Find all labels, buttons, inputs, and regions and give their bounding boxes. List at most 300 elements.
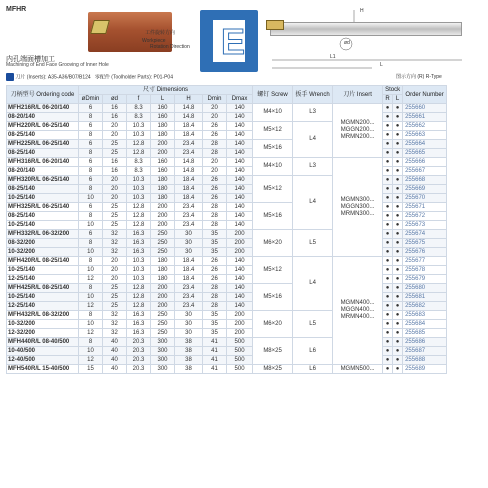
dimension-cell: 30: [175, 239, 203, 248]
ordering-code-cell: MFH440R/L 08-40/500: [7, 338, 79, 347]
stock-r-dot: ●: [383, 293, 393, 302]
dimension-cell: 500: [227, 338, 253, 347]
ordering-code-cell: 10-25/140: [7, 266, 79, 275]
dimension-cell: 18.4: [175, 185, 203, 194]
spec-table: [6, 85, 447, 374]
dimension-cell: 8: [79, 149, 103, 158]
dimension-cell: 200: [151, 212, 175, 221]
dimension-cell: 12.8: [127, 203, 151, 212]
dimension-cell: 6: [79, 122, 103, 131]
screw-cell: M6×20: [253, 311, 293, 338]
dim-l1: L1: [330, 54, 336, 60]
order-number-cell: 255662: [403, 122, 447, 131]
wrench-cell: L3: [293, 104, 333, 122]
dimension-cell: 26: [203, 266, 227, 275]
header-col-dmin: Dmin: [203, 95, 227, 104]
wrench-cell: L5: [293, 311, 333, 338]
stock-l-dot: ●: [393, 320, 403, 329]
dimension-cell: 500: [227, 365, 253, 374]
dimension-cell: 10: [79, 194, 103, 203]
ordering-code-cell: MFH216R/L 06-20/140: [7, 104, 79, 113]
dimension-cell: 12.8: [127, 140, 151, 149]
groove-shape-icon: E: [221, 21, 246, 62]
dimension-cell: 23.4: [175, 284, 203, 293]
dimension-cell: 18.4: [175, 257, 203, 266]
stock-r-dot: ●: [383, 185, 393, 194]
dimension-cell: 10: [79, 320, 103, 329]
dimension-cell: 20: [103, 122, 127, 131]
stock-l-dot: ●: [393, 167, 403, 176]
stock-l-dot: ●: [393, 239, 403, 248]
dimension-cell: 200: [227, 239, 253, 248]
dimension-cell: 140: [227, 203, 253, 212]
dimension-cell: 10.3: [127, 194, 151, 203]
order-number-cell: 255685: [403, 329, 447, 338]
dimension-cell: 18.4: [175, 275, 203, 284]
header-col-d: ød: [103, 95, 127, 104]
order-number-cell: 255687: [403, 347, 447, 356]
dimension-cell: 35: [203, 230, 227, 239]
dimension-cell: 6: [79, 203, 103, 212]
dimension-cell: 16.3: [127, 248, 151, 257]
dimension-cell: 20: [203, 113, 227, 122]
stock-r-dot: ●: [383, 221, 393, 230]
dimension-cell: 10: [79, 347, 103, 356]
dimension-cell: 26: [203, 131, 227, 140]
dimension-cell: 20.3: [127, 338, 151, 347]
dimension-cell: 26: [203, 176, 227, 185]
header-ordering-code: 刀柄型号 Ordering code: [7, 86, 79, 104]
dimension-cell: 10.3: [127, 122, 151, 131]
dimension-cell: 18.4: [175, 131, 203, 140]
dimension-lines: [262, 8, 472, 78]
dimension-cell: 6: [79, 140, 103, 149]
order-number-cell: 255669: [403, 185, 447, 194]
ordering-code-cell: MFH320R/L 06-25/140: [7, 176, 79, 185]
dimension-cell: 180: [151, 176, 175, 185]
stock-r-dot: ●: [383, 230, 393, 239]
inserts-note: 刀片 (Inserts): A35-A36/B07/B124: [15, 74, 91, 81]
dimension-cell: 200: [151, 149, 175, 158]
dimension-cell: 20.3: [127, 365, 151, 374]
dimension-cell: 500: [227, 347, 253, 356]
dimension-cell: 40: [103, 347, 127, 356]
insert-cell: MGMN300... MGGN300... MRMN300...: [333, 158, 383, 257]
dimension-cell: 140: [227, 275, 253, 284]
order-number-cell: 255674: [403, 230, 447, 239]
dimension-cell: 8: [79, 167, 103, 176]
dimension-cell: 6: [79, 230, 103, 239]
dimension-cell: 8: [79, 113, 103, 122]
dimension-cell: 140: [227, 302, 253, 311]
stock-r-dot: ●: [383, 140, 393, 149]
order-number-cell: 255683: [403, 311, 447, 320]
dimension-cell: 40: [103, 356, 127, 365]
dimension-cell: 28: [203, 140, 227, 149]
ordering-code-cell: 12-25/140: [7, 302, 79, 311]
wrench-cell: L4: [293, 176, 333, 230]
stock-r-dot: ●: [383, 113, 393, 122]
dimension-cell: 300: [151, 347, 175, 356]
caption-en: Machining of End Face Grooving of Inner Hole: [6, 62, 109, 68]
header-dimensions: 尺寸 Dimensions: [79, 86, 253, 95]
dimension-cell: 16: [103, 167, 127, 176]
stock-l-dot: ●: [393, 230, 403, 239]
dimension-cell: 20.3: [127, 347, 151, 356]
rotation-label-cn: 工件旋转方向: [145, 30, 176, 36]
dimension-cell: 300: [151, 356, 175, 365]
order-number-cell: 255664: [403, 140, 447, 149]
screw-cell: M4×10: [253, 158, 293, 176]
table-row: [7, 365, 447, 374]
dimension-cell: 28: [203, 293, 227, 302]
dimension-cell: 180: [151, 275, 175, 284]
dimension-cell: 25: [103, 284, 127, 293]
insert-cell: MGMN200... MGGN200... MRMN200...: [333, 104, 383, 158]
screw-cell: M5×12: [253, 257, 293, 284]
dimension-cell: 200: [151, 302, 175, 311]
dimension-cell: 15: [79, 365, 103, 374]
stock-l-dot: ●: [393, 257, 403, 266]
dimension-cell: 8: [79, 185, 103, 194]
dimension-cell: 25: [103, 140, 127, 149]
dimension-cell: 8.3: [127, 167, 151, 176]
dimension-cell: 35: [203, 239, 227, 248]
dimension-cell: 30: [175, 311, 203, 320]
page-title: MFHR: [6, 6, 27, 13]
dimension-cell: 23.4: [175, 212, 203, 221]
dimension-cell: 140: [227, 293, 253, 302]
insert-cell: MGMN400... MGGN400... MRMN400...: [333, 257, 383, 365]
ordering-code-cell: MFH425R/L 08-25/140: [7, 284, 79, 293]
stock-l-dot: ●: [393, 329, 403, 338]
stock-r-dot: ●: [383, 347, 393, 356]
dimension-cell: 250: [151, 320, 175, 329]
screw-cell: M8×25: [253, 338, 293, 365]
header-stock-l: L: [393, 95, 403, 104]
dimension-cell: 200: [151, 221, 175, 230]
dimension-cell: 23.4: [175, 149, 203, 158]
wrench-cell: L5: [293, 230, 333, 257]
dimension-cell: 14.8: [175, 113, 203, 122]
dimension-cell: 20: [103, 176, 127, 185]
stock-l-dot: ●: [393, 275, 403, 284]
stock-l-dot: ●: [393, 131, 403, 140]
dimension-cell: 140: [227, 176, 253, 185]
dimension-cell: 18.4: [175, 122, 203, 131]
dimension-cell: 180: [151, 131, 175, 140]
stock-l-dot: ●: [393, 140, 403, 149]
ordering-code-cell: MFH316R/L 06-20/140: [7, 158, 79, 167]
ordering-code-cell: 08-25/140: [7, 149, 79, 158]
inserts-icon: [6, 73, 14, 81]
wrench-cell: L6: [293, 365, 333, 374]
direction-note: 图示方向 (R) R-Type: [396, 74, 442, 80]
dimension-cell: 10.3: [127, 176, 151, 185]
header-insert: 刀片 Insert: [333, 86, 383, 104]
stock-l-dot: ●: [393, 284, 403, 293]
dimension-cell: 26: [203, 194, 227, 203]
header-wrench: 扳手 Wrench: [293, 86, 333, 104]
dimension-cell: 32: [103, 311, 127, 320]
dimension-cell: 140: [227, 185, 253, 194]
screw-cell: M5×12: [253, 122, 293, 140]
dimension-cell: 14.8: [175, 158, 203, 167]
dimension-cell: 250: [151, 239, 175, 248]
ordering-code-cell: MFH220R/L 06-25/140: [7, 122, 79, 131]
dimension-cell: 10.3: [127, 185, 151, 194]
stock-r-dot: ●: [383, 212, 393, 221]
dimension-cell: 35: [203, 329, 227, 338]
order-number-cell: 255682: [403, 302, 447, 311]
order-number-cell: 255660: [403, 104, 447, 113]
header-col-f: f: [127, 95, 151, 104]
dimension-cell: 12.8: [127, 293, 151, 302]
stock-l-dot: ●: [393, 203, 403, 212]
dimension-cell: 8: [79, 131, 103, 140]
dimension-cell: 16: [103, 104, 127, 113]
stock-l-dot: ●: [393, 194, 403, 203]
wrench-cell: L3: [293, 158, 333, 176]
dimension-cell: 140: [227, 122, 253, 131]
dimension-cell: 41: [203, 347, 227, 356]
dimension-cell: 200: [227, 329, 253, 338]
dimension-cell: 41: [203, 365, 227, 374]
screw-cell: M5×12: [253, 176, 293, 203]
ordering-code-cell: MFH540R/L 15-40/500: [7, 365, 79, 374]
dimension-cell: 32: [103, 329, 127, 338]
stock-r-dot: ●: [383, 338, 393, 347]
order-number-cell: 255667: [403, 167, 447, 176]
stock-r-dot: ●: [383, 248, 393, 257]
stock-l-dot: ●: [393, 212, 403, 221]
dimension-cell: 20.3: [127, 356, 151, 365]
dimension-cell: 20: [203, 158, 227, 167]
dimension-cell: 250: [151, 311, 175, 320]
dimension-cell: 200: [151, 293, 175, 302]
header-col-l: L: [151, 95, 175, 104]
order-number-cell: 255661: [403, 113, 447, 122]
rotation-label-en2: Rotation Direction: [150, 44, 190, 50]
dimension-cell: 140: [227, 167, 253, 176]
order-number-cell: 255675: [403, 239, 447, 248]
dimension-cell: 41: [203, 338, 227, 347]
dim-l: L: [380, 62, 383, 68]
dimension-cell: 28: [203, 203, 227, 212]
order-number-cell: 255677: [403, 257, 447, 266]
dimension-cell: 28: [203, 302, 227, 311]
dimension-cell: 32: [103, 230, 127, 239]
ordering-code-cell: 10-25/140: [7, 221, 79, 230]
dimension-cell: 140: [227, 131, 253, 140]
dimension-cell: 16.3: [127, 230, 151, 239]
ordering-code-cell: 08-32/200: [7, 239, 79, 248]
dimension-cell: 23.4: [175, 293, 203, 302]
stock-l-dot: ●: [393, 149, 403, 158]
dim-h: H: [360, 8, 364, 14]
dimension-cell: 200: [151, 284, 175, 293]
dimension-cell: 16.3: [127, 329, 151, 338]
table-row: [7, 104, 447, 113]
dimension-cell: 12.8: [127, 212, 151, 221]
dimension-cell: 10: [79, 221, 103, 230]
ordering-code-cell: 12-25/140: [7, 275, 79, 284]
dimension-cell: 14.8: [175, 167, 203, 176]
dimension-cell: 8: [79, 212, 103, 221]
inserts-parts-note: [6, 73, 173, 81]
dimension-cell: 38: [175, 365, 203, 374]
stock-r-dot: ●: [383, 365, 393, 374]
dimension-cell: 23.4: [175, 221, 203, 230]
dimension-cell: 10: [79, 248, 103, 257]
dimension-cell: 140: [227, 221, 253, 230]
wrench-cell: L4: [293, 122, 333, 158]
stock-l-dot: ●: [393, 221, 403, 230]
dimension-cell: 10.3: [127, 266, 151, 275]
stock-l-dot: ●: [393, 293, 403, 302]
screw-cell: M5×16: [253, 203, 293, 230]
dimension-cell: 41: [203, 356, 227, 365]
dimension-cell: 6: [79, 158, 103, 167]
dimension-cell: 16.3: [127, 311, 151, 320]
dimension-cell: 30: [175, 230, 203, 239]
stock-l-dot: ●: [393, 113, 403, 122]
stock-l-dot: ●: [393, 176, 403, 185]
dimension-cell: 12.8: [127, 302, 151, 311]
dimension-cell: 6: [79, 176, 103, 185]
dimension-cell: 26: [203, 257, 227, 266]
dimension-cell: 16: [103, 158, 127, 167]
dimension-cell: 28: [203, 149, 227, 158]
dimension-cell: 20: [103, 275, 127, 284]
dimension-cell: 30: [175, 320, 203, 329]
stock-r-dot: ●: [383, 356, 393, 365]
dimension-cell: 16.3: [127, 239, 151, 248]
dim-d: ød: [344, 40, 350, 46]
dimension-cell: 200: [227, 248, 253, 257]
dimension-cell: 12: [79, 356, 103, 365]
header-screw: 螺钉 Screw: [253, 86, 293, 104]
rotation-label-en1: Workpiece: [142, 38, 166, 44]
header-order-number: Order Number: [403, 86, 447, 104]
dimension-cell: 23.4: [175, 302, 203, 311]
dimension-cell: 160: [151, 158, 175, 167]
table-row: [7, 257, 447, 266]
order-number-cell: 255663: [403, 131, 447, 140]
ordering-code-cell: 10-25/140: [7, 194, 79, 203]
stock-r-dot: ●: [383, 311, 393, 320]
dimension-cell: 20: [203, 167, 227, 176]
dimension-cell: 160: [151, 104, 175, 113]
order-number-cell: 255676: [403, 248, 447, 257]
dimension-cell: 35: [203, 311, 227, 320]
dimension-cell: 25: [103, 221, 127, 230]
order-number-cell: 255668: [403, 176, 447, 185]
stock-r-dot: ●: [383, 284, 393, 293]
dimension-cell: 140: [227, 284, 253, 293]
dimension-cell: 23.4: [175, 203, 203, 212]
dimension-cell: 200: [151, 140, 175, 149]
stock-r-dot: ●: [383, 167, 393, 176]
stock-r-dot: ●: [383, 176, 393, 185]
dimension-cell: 32: [103, 239, 127, 248]
dimension-cell: 20: [103, 257, 127, 266]
dimension-cell: 25: [103, 212, 127, 221]
screw-cell: M4×10: [253, 104, 293, 122]
dimension-cell: 10.3: [127, 257, 151, 266]
dimension-cell: 18.4: [175, 266, 203, 275]
order-number-cell: 255681: [403, 293, 447, 302]
ordering-code-cell: MFH420R/L 08-25/140: [7, 257, 79, 266]
dimension-cell: 40: [103, 365, 127, 374]
parts-note: 零配件 (Toolholder Parts): P01-P04: [94, 74, 173, 81]
dimension-cell: 12.8: [127, 221, 151, 230]
order-number-cell: 255673: [403, 221, 447, 230]
ordering-code-cell: 08-20/140: [7, 167, 79, 176]
order-number-cell: 255678: [403, 266, 447, 275]
dimension-cell: 18.4: [175, 194, 203, 203]
dimension-cell: 12.8: [127, 149, 151, 158]
dimension-cell: 140: [227, 257, 253, 266]
dimension-cell: 25: [103, 203, 127, 212]
dimension-cell: 35: [203, 248, 227, 257]
dimension-cell: 26: [203, 122, 227, 131]
stock-r-dot: ●: [383, 194, 393, 203]
wrench-cell: L6: [293, 338, 333, 365]
order-number-cell: 255684: [403, 320, 447, 329]
header-stock-r: R: [383, 95, 393, 104]
dimension-cell: 8: [79, 338, 103, 347]
stock-r-dot: ●: [383, 122, 393, 131]
dimension-cell: 140: [227, 194, 253, 203]
dimension-cell: 26: [203, 185, 227, 194]
stock-r-dot: ●: [383, 329, 393, 338]
screw-cell: M8×25: [253, 365, 293, 374]
stock-l-dot: ●: [393, 122, 403, 131]
ordering-code-cell: MFH225R/L 06-25/140: [7, 140, 79, 149]
dimension-cell: 180: [151, 266, 175, 275]
table-row: [7, 158, 447, 167]
dimension-cell: 10.3: [127, 275, 151, 284]
ordering-code-cell: 10-25/140: [7, 293, 79, 302]
dimension-cell: 12: [79, 275, 103, 284]
ordering-code-cell: 08-25/140: [7, 185, 79, 194]
dimension-cell: 14.8: [175, 104, 203, 113]
dimension-cell: 8: [79, 239, 103, 248]
dimension-cell: 16.3: [127, 320, 151, 329]
insert-cell: MGMN500...: [333, 365, 383, 374]
dimension-cell: 20: [203, 104, 227, 113]
dimension-cell: 20: [103, 131, 127, 140]
dimension-cell: 25: [103, 149, 127, 158]
dimension-cell: 12: [79, 329, 103, 338]
order-number-cell: 255688: [403, 356, 447, 365]
dimension-cell: 8.3: [127, 104, 151, 113]
dimension-cell: 10.3: [127, 131, 151, 140]
dimension-cell: 12.8: [127, 284, 151, 293]
dimension-cell: 180: [151, 122, 175, 131]
stock-l-dot: ●: [393, 158, 403, 167]
dimension-cell: 140: [227, 212, 253, 221]
dimension-cell: 140: [227, 104, 253, 113]
header-stock: Stock: [383, 86, 403, 95]
dimension-cell: 160: [151, 167, 175, 176]
dimension-cell: 250: [151, 230, 175, 239]
header-col-dmax: Dmax: [227, 95, 253, 104]
stock-l-dot: ●: [393, 338, 403, 347]
dimension-cell: 180: [151, 194, 175, 203]
dimension-cell: 30: [175, 329, 203, 338]
